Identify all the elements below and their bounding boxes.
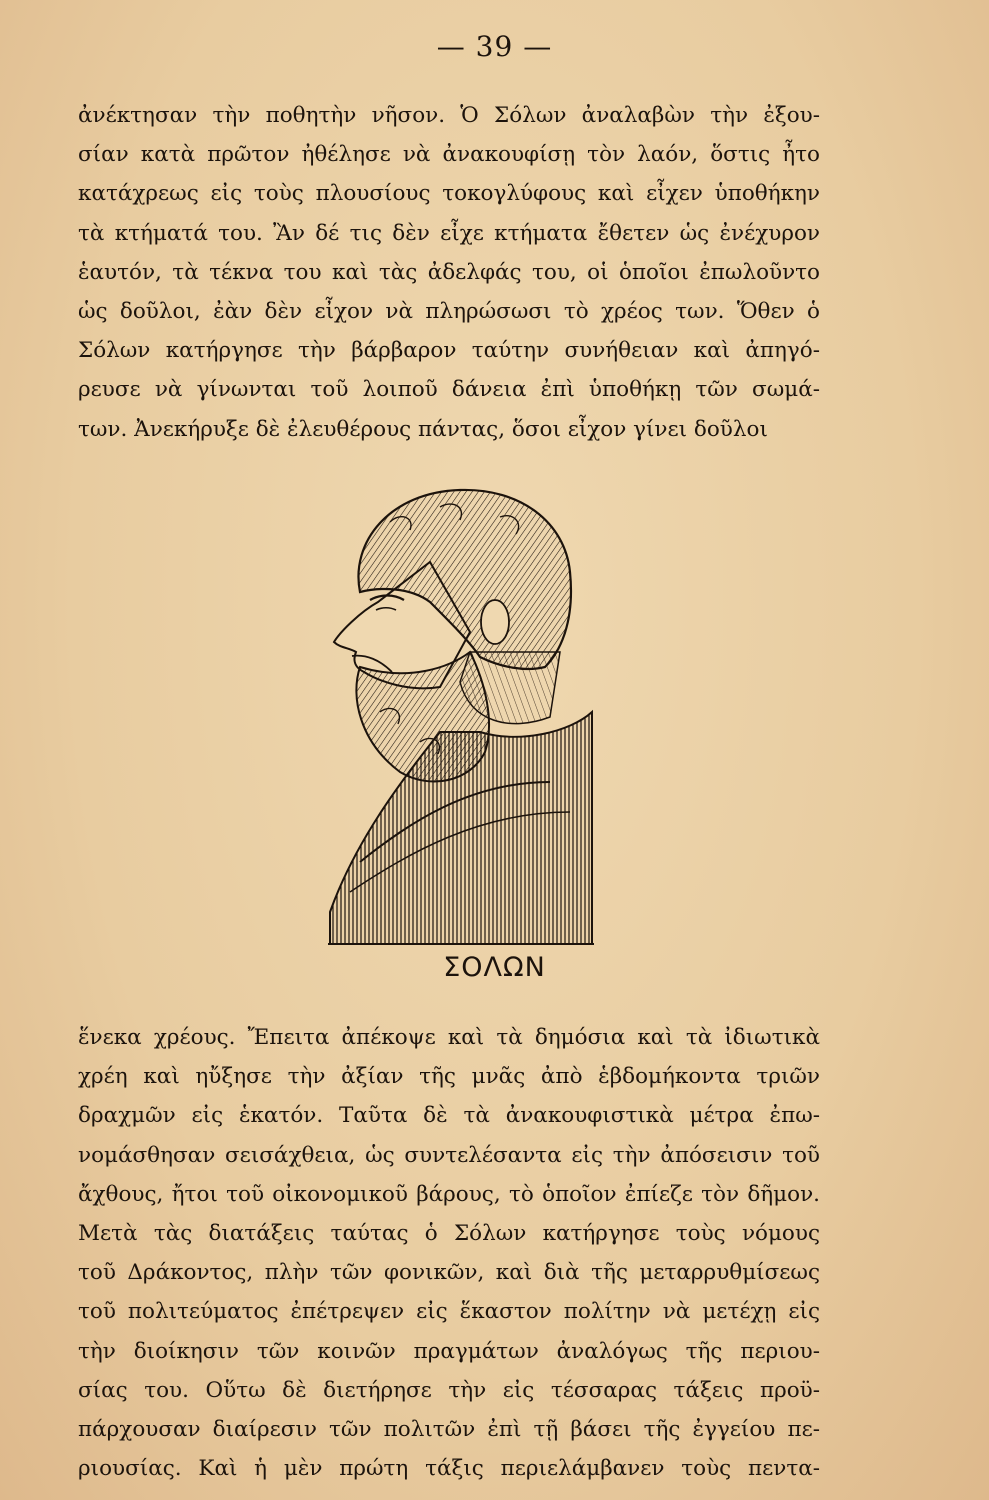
text-line: ἀνέκτησαν τὴν ποθητὴν νῆσον. Ὁ Σόλων ἀναλαβὼν τὴν ἐξου-	[78, 103, 820, 128]
bottom-paragraph	[78, 1018, 820, 1488]
text-line: σίαν κατὰ πρῶτον ἠθέλησε νὰ ἀνακουφίσῃ τὸν λαόν, ὅστις ἦτο	[78, 142, 820, 168]
figure-caption: ΣΟΛΩΝ	[443, 952, 546, 983]
page-number: — 39 —	[436, 30, 553, 63]
text-line: ἄχθους, ἤτοι τοῦ οἰκονομικοῦ βάρους, τὸ ὁποῖον ἐπίεζε τὸν δῆμον.	[78, 1181, 820, 1207]
text-line: χρέη καὶ ηὔξησε τὴν ἀξίαν τῆς μνᾶς ἀπὸ ἑβδομήκοντα τριῶν	[78, 1064, 820, 1090]
text-line: τοῦ Δράκοντος, πλὴν τῶν φονικῶν, καὶ διὰ τῆς μεταρρυθμίσεως	[78, 1260, 820, 1286]
text-line: τὰ κτήματά του. Ἂν δέ τις δὲν εἶχε κτήματα ἔθετεν ὡς ἐνέχυρον	[78, 220, 820, 246]
text-line: δραχμῶν εἰς ἑκατόν. Ταῦτα δὲ τὰ ἀνακουφιστικὰ μέτρα ἐπω-	[78, 1103, 820, 1129]
text-line: ἕνεκα χρέους. Ἔπειτα ἀπέκοψε καὶ τὰ δημόσια καὶ τὰ ἰδιωτικὰ	[78, 1025, 820, 1050]
top-paragraph	[78, 96, 820, 449]
text-line: νομάσθησαν σεισάχθεια, ὡς συντελέσαντα εἰς τὴν ἀπόσεισιν τοῦ	[78, 1142, 820, 1168]
text-line: των. Ἀνεκήρυξε δὲ ἐλευθέρους πάντας, ὅσοι εἶχον γίνει δοῦλοι	[78, 416, 768, 442]
text-line: ἑαυτόν, τὰ τέκνα του καὶ τὰς ἀδελφάς του, οἱ ὁποῖοι ἐπωλοῦντο	[78, 259, 820, 285]
text-line: Σόλων κατήργησε τὴν βάρβαρον ταύτην συνήθειαν καὶ ἀπηγό-	[78, 338, 820, 364]
text-line: τοῦ πολιτεύματος ἐπέτρεψεν εἰς ἕκαστον πολίτην νὰ μετέχῃ εἰς	[78, 1299, 820, 1325]
text-line: ρευσε νὰ γίνωνται τοῦ λοιποῦ δάνεια ἐπὶ ὑποθήκῃ τῶν σωμά-	[78, 377, 820, 403]
text-line: τὴν διοίκησιν τῶν κοινῶν πραγμάτων ἀναλόγως τῆς περιου-	[78, 1338, 820, 1364]
text-line: κατάχρεως εἰς τοὺς πλουσίους τοκογλύφους καὶ εἶχεν ὑποθήκην	[78, 181, 820, 207]
text-line: πάρχουσαν διαίρεσιν τῶν πολιτῶν ἐπὶ τῇ βάσει τῆς ἐγγείου πε-	[78, 1417, 820, 1443]
text-line: ὡς δοῦλοι, ἐὰν δὲν εἶχον νὰ πληρώσωσι τὸ χρέος των. Ὅθεν ὁ	[78, 299, 820, 325]
text-line: ριουσίας. Καὶ ἡ μὲν πρώτη τάξις περιελάμβανεν τοὺς πεντα-	[78, 1456, 820, 1482]
text-line: Μετὰ τὰς διατάξεις ταύτας ὁ Σόλων κατήργησε τοὺς νόμους	[78, 1221, 820, 1247]
text-line: σίας του. Οὕτω δὲ διετήρησε τὴν εἰς τέσσαρας τάξεις προϋ-	[78, 1377, 820, 1403]
solon-bust-engraving	[320, 482, 600, 952]
